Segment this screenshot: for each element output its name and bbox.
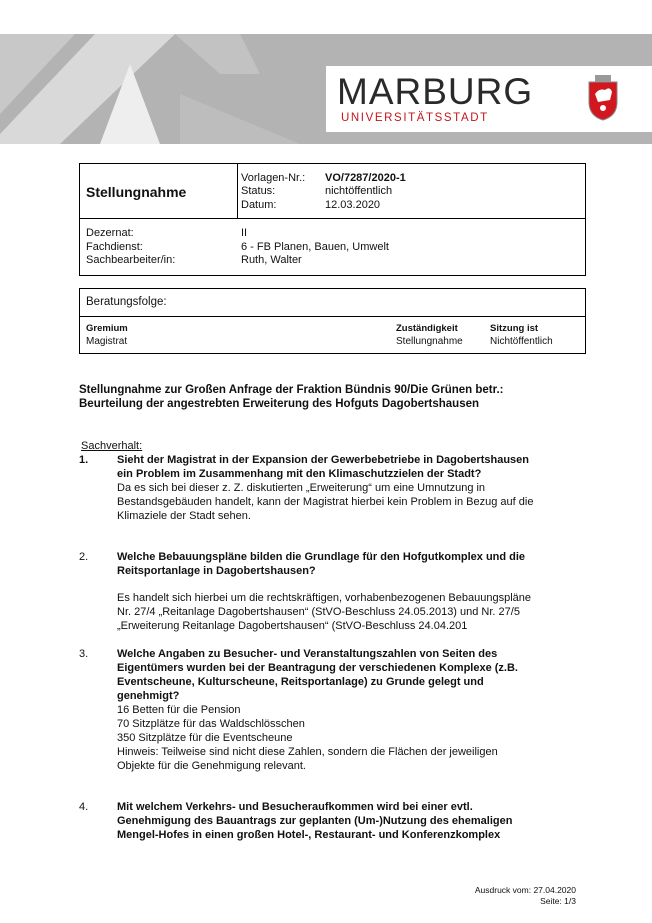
- info-box-divider: [237, 163, 238, 219]
- row-zustaendigkeit: Stellungnahme: [396, 336, 463, 347]
- item-3-question-line-1: Welche Angaben zu Besucher- und Veranstaltungszahlen von Seiten des: [117, 648, 498, 660]
- item-4-question-line-3: Mengel-Hofes in einen großen Hotel-, Restaurant- und Konferenzkomplex: [117, 829, 501, 841]
- column-header-zustaendigkeit: Zuständigkeit: [396, 323, 458, 334]
- item-2-answer-line-1: Es handelt sich hierbei um die rechtskräftigen, vorhabenbezogenen Bebauungspläne: [117, 592, 532, 604]
- sachbearbeiter-label: Sachbearbeiter/in:: [86, 254, 176, 266]
- item-2-number: 2.: [79, 551, 89, 563]
- status-value: nichtöffentlich: [325, 185, 393, 197]
- item-3-answer-line-2: 70 Sitzplätze für das Waldschlösschen: [117, 718, 305, 730]
- item-3-answer-line-3: 350 Sitzplätze für die Eventscheune: [117, 732, 293, 744]
- row-gremium: Magistrat: [86, 336, 128, 347]
- item-2-question-line-1: Welche Bebauungspläne bilden die Grundlage für den Hofgutkomplex und die: [117, 551, 526, 563]
- item-1-question-line-1: Sieht der Magistrat in der Expansion der Gewerbebetriebe in Dagobertshausen: [117, 454, 529, 466]
- page-number: Seite: 1/3: [540, 896, 576, 906]
- item-1-question-line-2: ein Problem im Zusammenhang mit den Klimaschutzzielen der Stadt?: [117, 468, 482, 480]
- status-label: Status:: [241, 185, 276, 197]
- datum-value: 12.03.2020: [325, 199, 381, 211]
- row-sitzung: Nichtöffentlich: [490, 336, 553, 347]
- dezernat-value: II: [241, 227, 248, 239]
- beratungsfolge-title: Beratungsfolge:: [86, 296, 167, 308]
- item-4-question-line-2: Genehmigung des Bauantrags zur geplanten (Um-)Nutzung des ehemaligen: [117, 815, 513, 827]
- item-1-answer-line-3: Klimaziele der Stadt sehen.: [117, 510, 251, 522]
- item-4-number: 4.: [79, 801, 89, 813]
- sachverhalt-label: Sachverhalt:: [81, 440, 143, 452]
- beratungsfolge-separator: [79, 316, 586, 317]
- item-4-question-line-1: Mit welchem Verkehrs- und Besucheraufkommen wird bei einer evtl.: [117, 801, 473, 813]
- item-2-answer-line-2: Nr. 27/4 „Reitanlage Dagobertshausen“ (StVO-Beschluss 24.05.2013) und Nr. 27/5: [117, 606, 520, 618]
- item-1-number: 1.: [79, 454, 89, 466]
- fachdienst-value: 6 - FB Planen, Bauen, Umwelt: [241, 241, 389, 253]
- subject-line-2: Beurteilung der angestrebten Erweiterung des Hofguts Dagobertshausen: [79, 398, 480, 410]
- item-2-question-line-2: Reitsportanlage in Dagobertshausen?: [117, 565, 316, 577]
- info-box-separator: [79, 218, 586, 219]
- item-3-answer-line-5: Objekte für die Genehmigung relevant.: [117, 760, 306, 772]
- vorlage-label: Vorlagen-Nr.:: [241, 172, 306, 184]
- datum-label: Datum:: [241, 199, 277, 211]
- sachbearbeiter-value: Ruth, Walter: [241, 254, 302, 266]
- column-header-gremium: Gremium: [86, 323, 128, 334]
- subject-line-1: Stellungnahme zur Großen Anfrage der Fraktion Bündnis 90/Die Grünen betr.:: [79, 384, 504, 396]
- vorlage-value: VO/7287/2020-1: [325, 172, 406, 184]
- item-2-answer-line-3: „Erweiterung Reitanlage Dagobertshausen“ (StVO-Beschluss 24.04.201: [117, 620, 468, 632]
- logo-title: MARBURG: [337, 71, 534, 112]
- item-3-answer-line-4: Hinweis: Teilweise sind nicht diese Zahlen, sondern die Flächen der jeweiligen: [117, 746, 498, 758]
- print-date: Ausdruck vom: 27.04.2020: [474, 885, 576, 895]
- item-1-answer-line-1: Da es sich bei dieser z. Z. diskutierten „Erweiterung“ um eine Umnutzung in: [117, 482, 486, 494]
- item-3-question-line-4: genehmigt?: [117, 690, 180, 702]
- item-3-number: 3.: [79, 648, 89, 660]
- dezernat-label: Dezernat:: [86, 227, 134, 239]
- item-3-question-line-2: Eigentümers wurden bei der Beantragung der verschiedenen Komplexe (z.B.: [117, 662, 518, 674]
- document-type: Stellungnahme: [86, 184, 187, 200]
- item-3-answer-line-1: 16 Betten für die Pension: [117, 704, 241, 716]
- column-header-sitzung: Sitzung ist: [490, 323, 539, 334]
- item-1-answer-line-2: Bestandsgebäuden handelt, kann der Magistrat hierbei kein Problem in Bezug auf die: [117, 496, 534, 508]
- fachdienst-label: Fachdienst:: [86, 241, 143, 253]
- logo-subtitle: UNIVERSITÄTSSTADT: [341, 112, 489, 124]
- item-3-question-line-3: Eventscheune, Kulturscheune, Reitsportanlage) zu Grunde gelegt und: [117, 676, 484, 688]
- coat-of-arms-icon: [584, 72, 622, 122]
